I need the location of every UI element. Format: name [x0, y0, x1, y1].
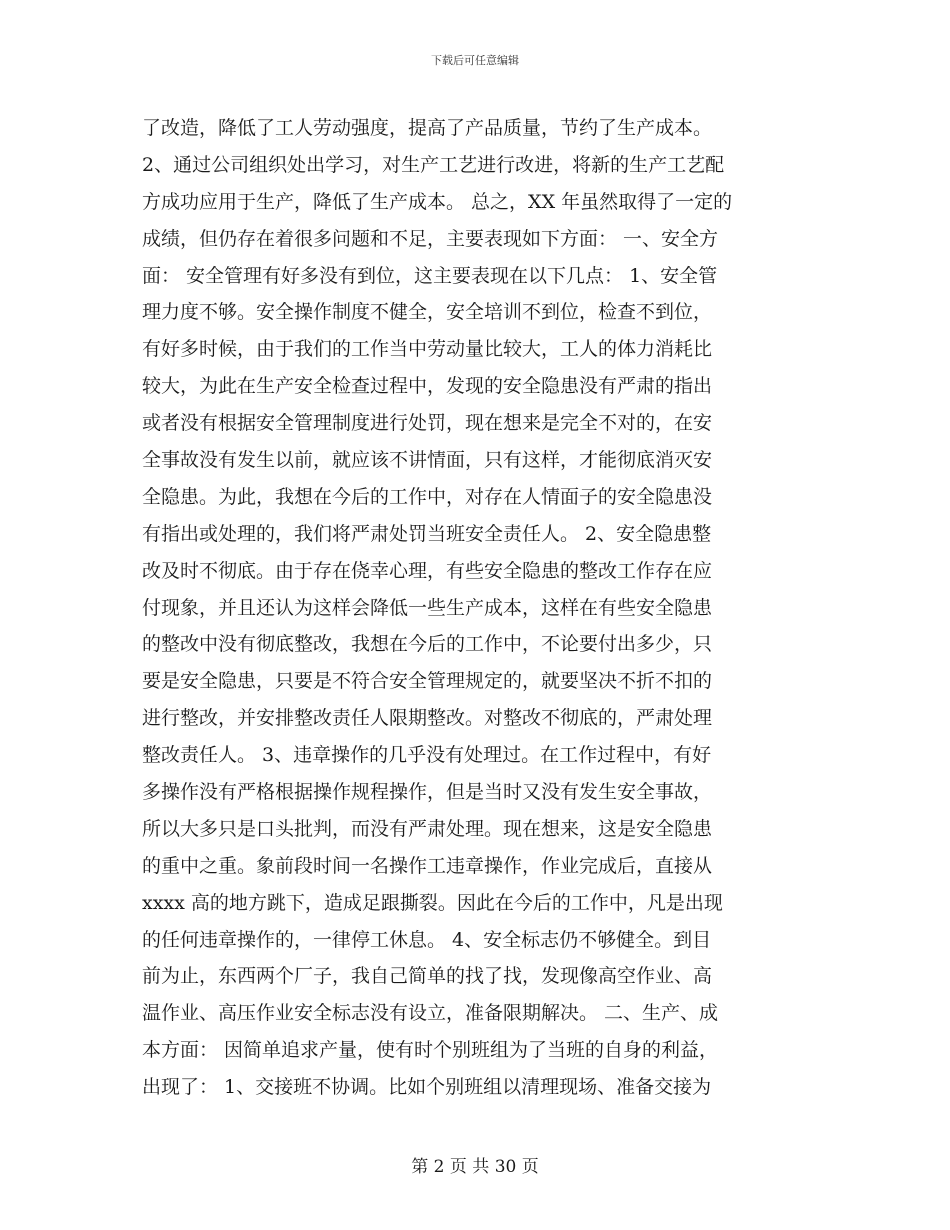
- text-line: 的整改中没有彻底整改，我想在今后的工作中，不论要付出多少，只: [142, 633, 713, 656]
- text-line: 较大，为此在生产安全检查过程中，发现的安全隐患没有严肃的指出: [142, 375, 713, 398]
- text-line: 或者没有根据安全管理制度进行处罚，现在想来是完全不对的，在安: [142, 412, 713, 435]
- page-header-note: 下载后可任意编辑: [431, 54, 519, 67]
- text-line: 进行整改，并安排整改责任人限期整改。对整改不彻底的，严肃处理: [142, 707, 713, 730]
- text-line: 整改责任人。 3、违章操作的几乎没有处理过。在工作过程中，有好: [142, 744, 712, 767]
- text-line: 付现象，并且还认为这样会降低一些生产成本，这样在有些安全隐患: [142, 596, 713, 619]
- document-body: [142, 110, 810, 1106]
- text-line: 全事故没有发生以前，就应该不讲情面，只有这样，才能彻底消灭安: [142, 449, 713, 472]
- text-line: 成绩，但仍存在着很多问题和不足，主要表现如下方面： 一、安全方: [142, 227, 719, 250]
- text-line: 2、通过公司组织处出学习，对生产工艺进行改进，将新的生产工艺配: [142, 153, 725, 176]
- text-line: 了改造，降低了工人劳动强度，提高了产品质量，节约了生产成本。: [142, 117, 713, 139]
- text-line: 要是安全隐患，只要是不符合安全管理规定的，就要坚决不折不扣的: [142, 670, 713, 693]
- text-line: 的任何违章操作的，一律停工休息。 4、安全标志仍不够健全。到目: [142, 928, 712, 951]
- text-line: 多操作没有严格根据操作规程操作，但是当时又没有发生安全事故，: [142, 781, 713, 804]
- text-line: 的重中之重。象前段时间一名操作工违章操作，作业完成后，直接从: [142, 854, 713, 877]
- text-line: 前为止，东西两个厂子，我自己简单的找了找，发现像高空作业、高: [142, 965, 713, 988]
- page-number: 第 2 页 共 30 页: [411, 1157, 539, 1177]
- text-line: 所以大多只是口头批判，而没有严肃处理。现在想来，这是安全隐患: [142, 817, 713, 840]
- text-line: xxxx 高的地方跳下，造成足跟撕裂。因此在今后的工作中，凡是出现: [142, 891, 723, 914]
- text-line: 方成功应用于生产，降低了生产成本。 总之，XX 年虽然取得了一定的: [142, 190, 733, 213]
- text-line: 有好多时候，由于我们的工作当中劳动量比较大，工人的体力消耗比: [142, 338, 713, 361]
- text-line: 温作业、高压作业安全标志没有设立，准备限期解决。 二、生产、成: [142, 1002, 719, 1025]
- text-line: 全隐患。为此，我想在今后的工作中，对存在人情面子的安全隐患没: [142, 485, 713, 508]
- text-line: 面： 安全管理有好多没有到位，这主要表现在以下几点： 1、安全管: [142, 264, 718, 287]
- text-line: 理力度不够。安全操作制度不健全，安全培训不到位，检查不到位，: [142, 301, 713, 324]
- text-line: 本方面： 因简单追求产量，使有时个别班组为了当班的自身的利益，: [142, 1039, 719, 1062]
- text-line: 出现了： 1、交接班不协调。比如个别班组以清理现场、准备交接为: [142, 1076, 712, 1099]
- text-line: 有指出或处理的，我们将严肃处罚当班安全责任人。 2、安全隐患整: [142, 522, 712, 545]
- text-line: 改及时不彻底。由于存在侥幸心理，有些安全隐患的整改工作存在应: [142, 559, 713, 582]
